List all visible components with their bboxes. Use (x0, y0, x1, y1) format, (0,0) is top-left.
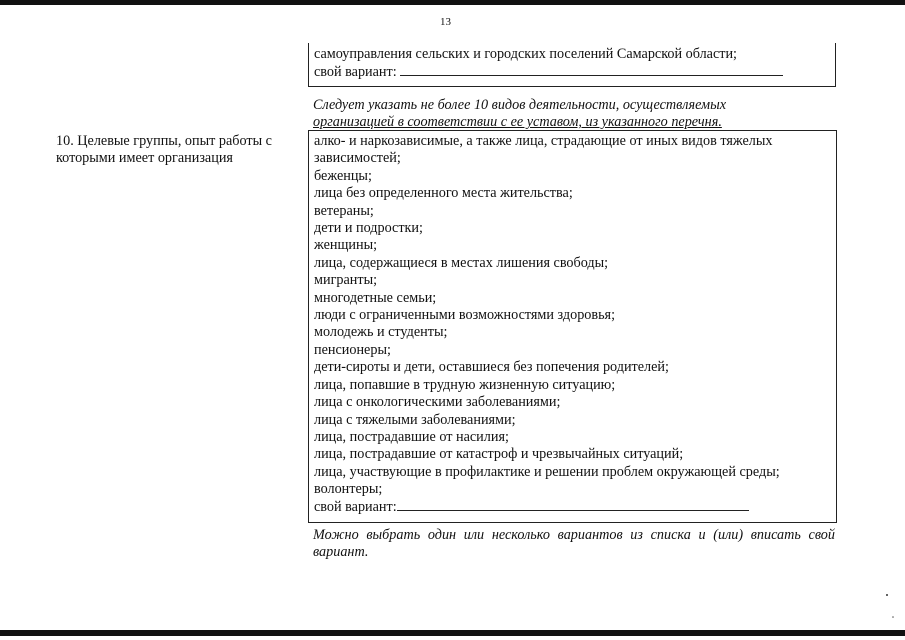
scan-specks (880, 590, 900, 620)
note-line-2: организацией в соответствии с ее уставом, из указанного перечня. (313, 114, 722, 130)
target-group-item[interactable]: мигранты; (314, 272, 378, 289)
target-group-item[interactable]: лица, пострадавшие от насилия; (314, 428, 509, 445)
target-group-item[interactable]: ветераны; (314, 202, 374, 219)
target-group-item[interactable]: волонтеры; (314, 481, 383, 498)
target-group-item[interactable]: люди с ограниченными возможностями здоровья; (314, 307, 616, 324)
choice-instruction-note: Можно выбрать один или несколько вариантов из списка и (или) вписать свой вариант. (313, 527, 835, 560)
note-line-1: Следует указать не более 10 видов деятельности, осуществляемых (313, 97, 726, 113)
top-border-rule (0, 0, 905, 5)
page-number: 13 (440, 16, 451, 28)
activities-answer-box (308, 43, 836, 87)
target-group-item[interactable]: лица с тяжелыми заболеваниями; (314, 411, 516, 428)
target-group-item[interactable]: лица, пострадавшие от катастроф и чрезвычайных ситуаций; (314, 446, 684, 463)
activities-text-line: самоуправления сельских и городских поселений Самарской области; (314, 46, 737, 62)
target-group-item[interactable]: дети-сироты и дети, оставшиеся без попечения родителей; (314, 359, 669, 376)
activities-own-variant-row (314, 64, 783, 81)
own-variant-row (314, 499, 836, 516)
own-variant-label: свой вариант: (314, 498, 397, 515)
target-group-item[interactable]: лица, попавшие в трудную жизненную ситуацию; (314, 376, 616, 393)
target-group-item[interactable]: дети и подростки; (314, 220, 423, 237)
target-group-item[interactable]: беженцы; (314, 167, 372, 184)
own-variant-blank-line[interactable] (397, 500, 749, 511)
own-variant-blank-line[interactable] (400, 65, 783, 76)
target-groups-answer-box (308, 130, 837, 523)
target-group-item[interactable]: лица, содержащиеся в местах лишения свободы; (314, 254, 609, 271)
target-group-item[interactable]: лица с онкологическими заболеваниями; (314, 394, 561, 411)
target-group-item[interactable]: алко- и наркозависимые, а также лица, страдающие от иных видов тяжелых зависимостей; (314, 133, 773, 167)
own-variant-label: свой вариант: (314, 64, 397, 80)
question-10-label: 10. Целевые группы, опыт работы с которыми имеет организация (56, 133, 272, 166)
target-groups-list (309, 131, 836, 516)
activities-instruction-note (313, 97, 835, 131)
bottom-border-rule (0, 630, 905, 636)
target-group-item[interactable]: молодежь и студенты; (314, 324, 448, 341)
target-group-item[interactable]: многодетные семьи; (314, 289, 437, 306)
target-group-item[interactable]: пенсионеры; (314, 341, 391, 358)
target-group-item[interactable]: женщины; (314, 237, 378, 254)
target-group-item[interactable]: лица без определенного места жительства; (314, 185, 573, 202)
target-group-item[interactable]: лица, участвующие в профилактике и решении проблем окружающей среды; (314, 463, 780, 480)
